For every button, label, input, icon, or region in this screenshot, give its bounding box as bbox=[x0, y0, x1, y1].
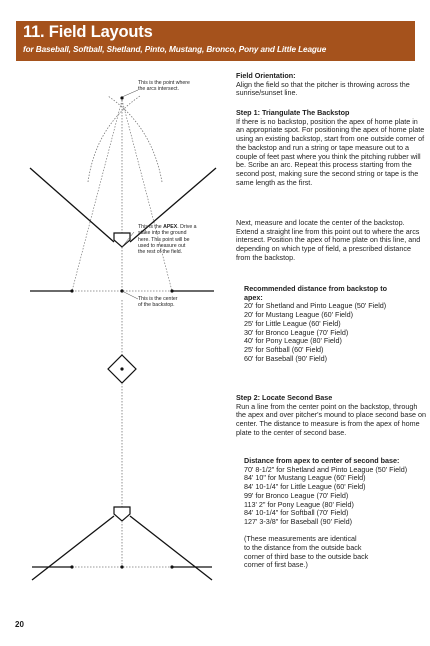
note-line: corner of first base.) bbox=[244, 560, 308, 570]
bottom-backstop-right-post bbox=[170, 565, 173, 568]
bottom-backstop-left-post bbox=[70, 565, 73, 568]
page-title: 11. Field Layouts bbox=[23, 23, 153, 41]
note-line: to the distance from the outside back bbox=[244, 543, 362, 553]
intersection-note bbox=[138, 80, 190, 93]
list-item: 84' 10-1/4" for Little League (60' Field) bbox=[244, 482, 366, 492]
page-subtitle: for Baseball, Softball, Shetland, Pinto, Mustang, Bronco, Pony and Little League bbox=[23, 45, 327, 54]
field-orientation-section bbox=[236, 72, 426, 98]
rec-heading: Recommended distance from backstop to apex: bbox=[244, 284, 387, 302]
note-line: This is the point where bbox=[138, 80, 190, 86]
step2-body: Run a line from the center point on the backstop, through the apex and over pitcher's mound to place second base on center. The distance to measure is from the apex of home plate to the center of second base. bbox=[236, 401, 426, 437]
recommended-distance-list bbox=[244, 285, 424, 363]
orientation-heading: Field Orientation: bbox=[236, 71, 296, 80]
page-number: 20 bbox=[15, 620, 24, 629]
apex-note: This is the APEX. Drive a stake into the ground here. This point will be used to measure out the rest of the field. bbox=[138, 224, 197, 256]
list-item: 40' for Pony League (80' Field) bbox=[244, 336, 342, 346]
list-item: 127' 3-3/8" for Baseball (90' Field) bbox=[244, 516, 352, 526]
step1-heading: Step 1: Triangulate The Backstop bbox=[236, 108, 350, 117]
step2-heading: Step 2: Locate Second Base bbox=[236, 393, 333, 402]
right-arc bbox=[108, 96, 162, 182]
note-line: (These measurements are identical bbox=[244, 534, 357, 544]
list-item: 84' 10" for Mustang League (60' Field) bbox=[244, 473, 366, 483]
bottom-right-foul-line bbox=[130, 516, 212, 580]
list-item: 60' for Baseball (90' Field) bbox=[244, 353, 328, 363]
list-item: 84' 10-1/4" for Softball (70' Field) bbox=[244, 508, 349, 518]
note-line: the arcs intersect. bbox=[138, 86, 179, 93]
step1-continued bbox=[236, 219, 426, 263]
list-item: 99' for Bronco League (70' Field) bbox=[244, 490, 349, 500]
second-base-center bbox=[120, 367, 123, 370]
step1-body2: Next, measure and locate the center of the backstop. Extend a straight line from this point out to where the arcs intersect. Position the apex of home plate on this line, and depending on which type of field, a prescribed distance from the backstop. bbox=[236, 218, 421, 262]
left-string bbox=[72, 100, 122, 291]
dist-heading: Distance from apex to center of second base: bbox=[244, 456, 400, 465]
list-item: 30' for Bronco League (70' Field) bbox=[244, 327, 349, 337]
step2-section bbox=[236, 394, 426, 438]
apex-label: APEX bbox=[163, 224, 178, 230]
step1-body: If there is no backstop, position the apex of home plate in an appropriate spot. For positioning the apex of home plate using an existing backstop, start from one outside corner of the backstop and run a string or tape measure out to a couple of feet past where you think the pitching rubber will be. Scribe an arc. Repeat this process starting from the second post, making sure the second string or tape is the same length as the first. bbox=[236, 116, 425, 187]
note-line: corner of third base to the outside back bbox=[244, 551, 369, 561]
bottom-home-plate bbox=[114, 507, 130, 521]
list-item: 113' 2" for Pony League (80' Field) bbox=[244, 499, 354, 509]
center-leader bbox=[122, 291, 138, 299]
backstop-right-post bbox=[170, 289, 173, 292]
intersection-leader bbox=[122, 90, 138, 97]
second-base-distance-list bbox=[244, 457, 424, 570]
arc-intersection-point bbox=[120, 96, 123, 99]
list-item: 25' for Little League (60' Field) bbox=[244, 318, 341, 328]
list-item: 25' for Softball (60' Field) bbox=[244, 344, 324, 354]
bottom-backstop-center bbox=[120, 565, 123, 568]
bottom-left-foul-line bbox=[32, 516, 114, 580]
right-string bbox=[122, 100, 172, 291]
orientation-body: Align the field so that the pitcher is throwing across the sunrise/sunset line. bbox=[236, 79, 410, 98]
backstop-center-note: This is the center of the backstop. bbox=[138, 296, 178, 309]
list-item: 20' for Shetland and Pinto League (50' Field) bbox=[244, 301, 387, 311]
backstop-left-post bbox=[70, 289, 73, 292]
step1-section bbox=[236, 109, 426, 187]
list-item: 20' for Mustang League (60' Field) bbox=[244, 310, 354, 320]
list-item: 70' 8-1/2" for Shetland and Pinto League (50' Field) bbox=[244, 464, 408, 474]
